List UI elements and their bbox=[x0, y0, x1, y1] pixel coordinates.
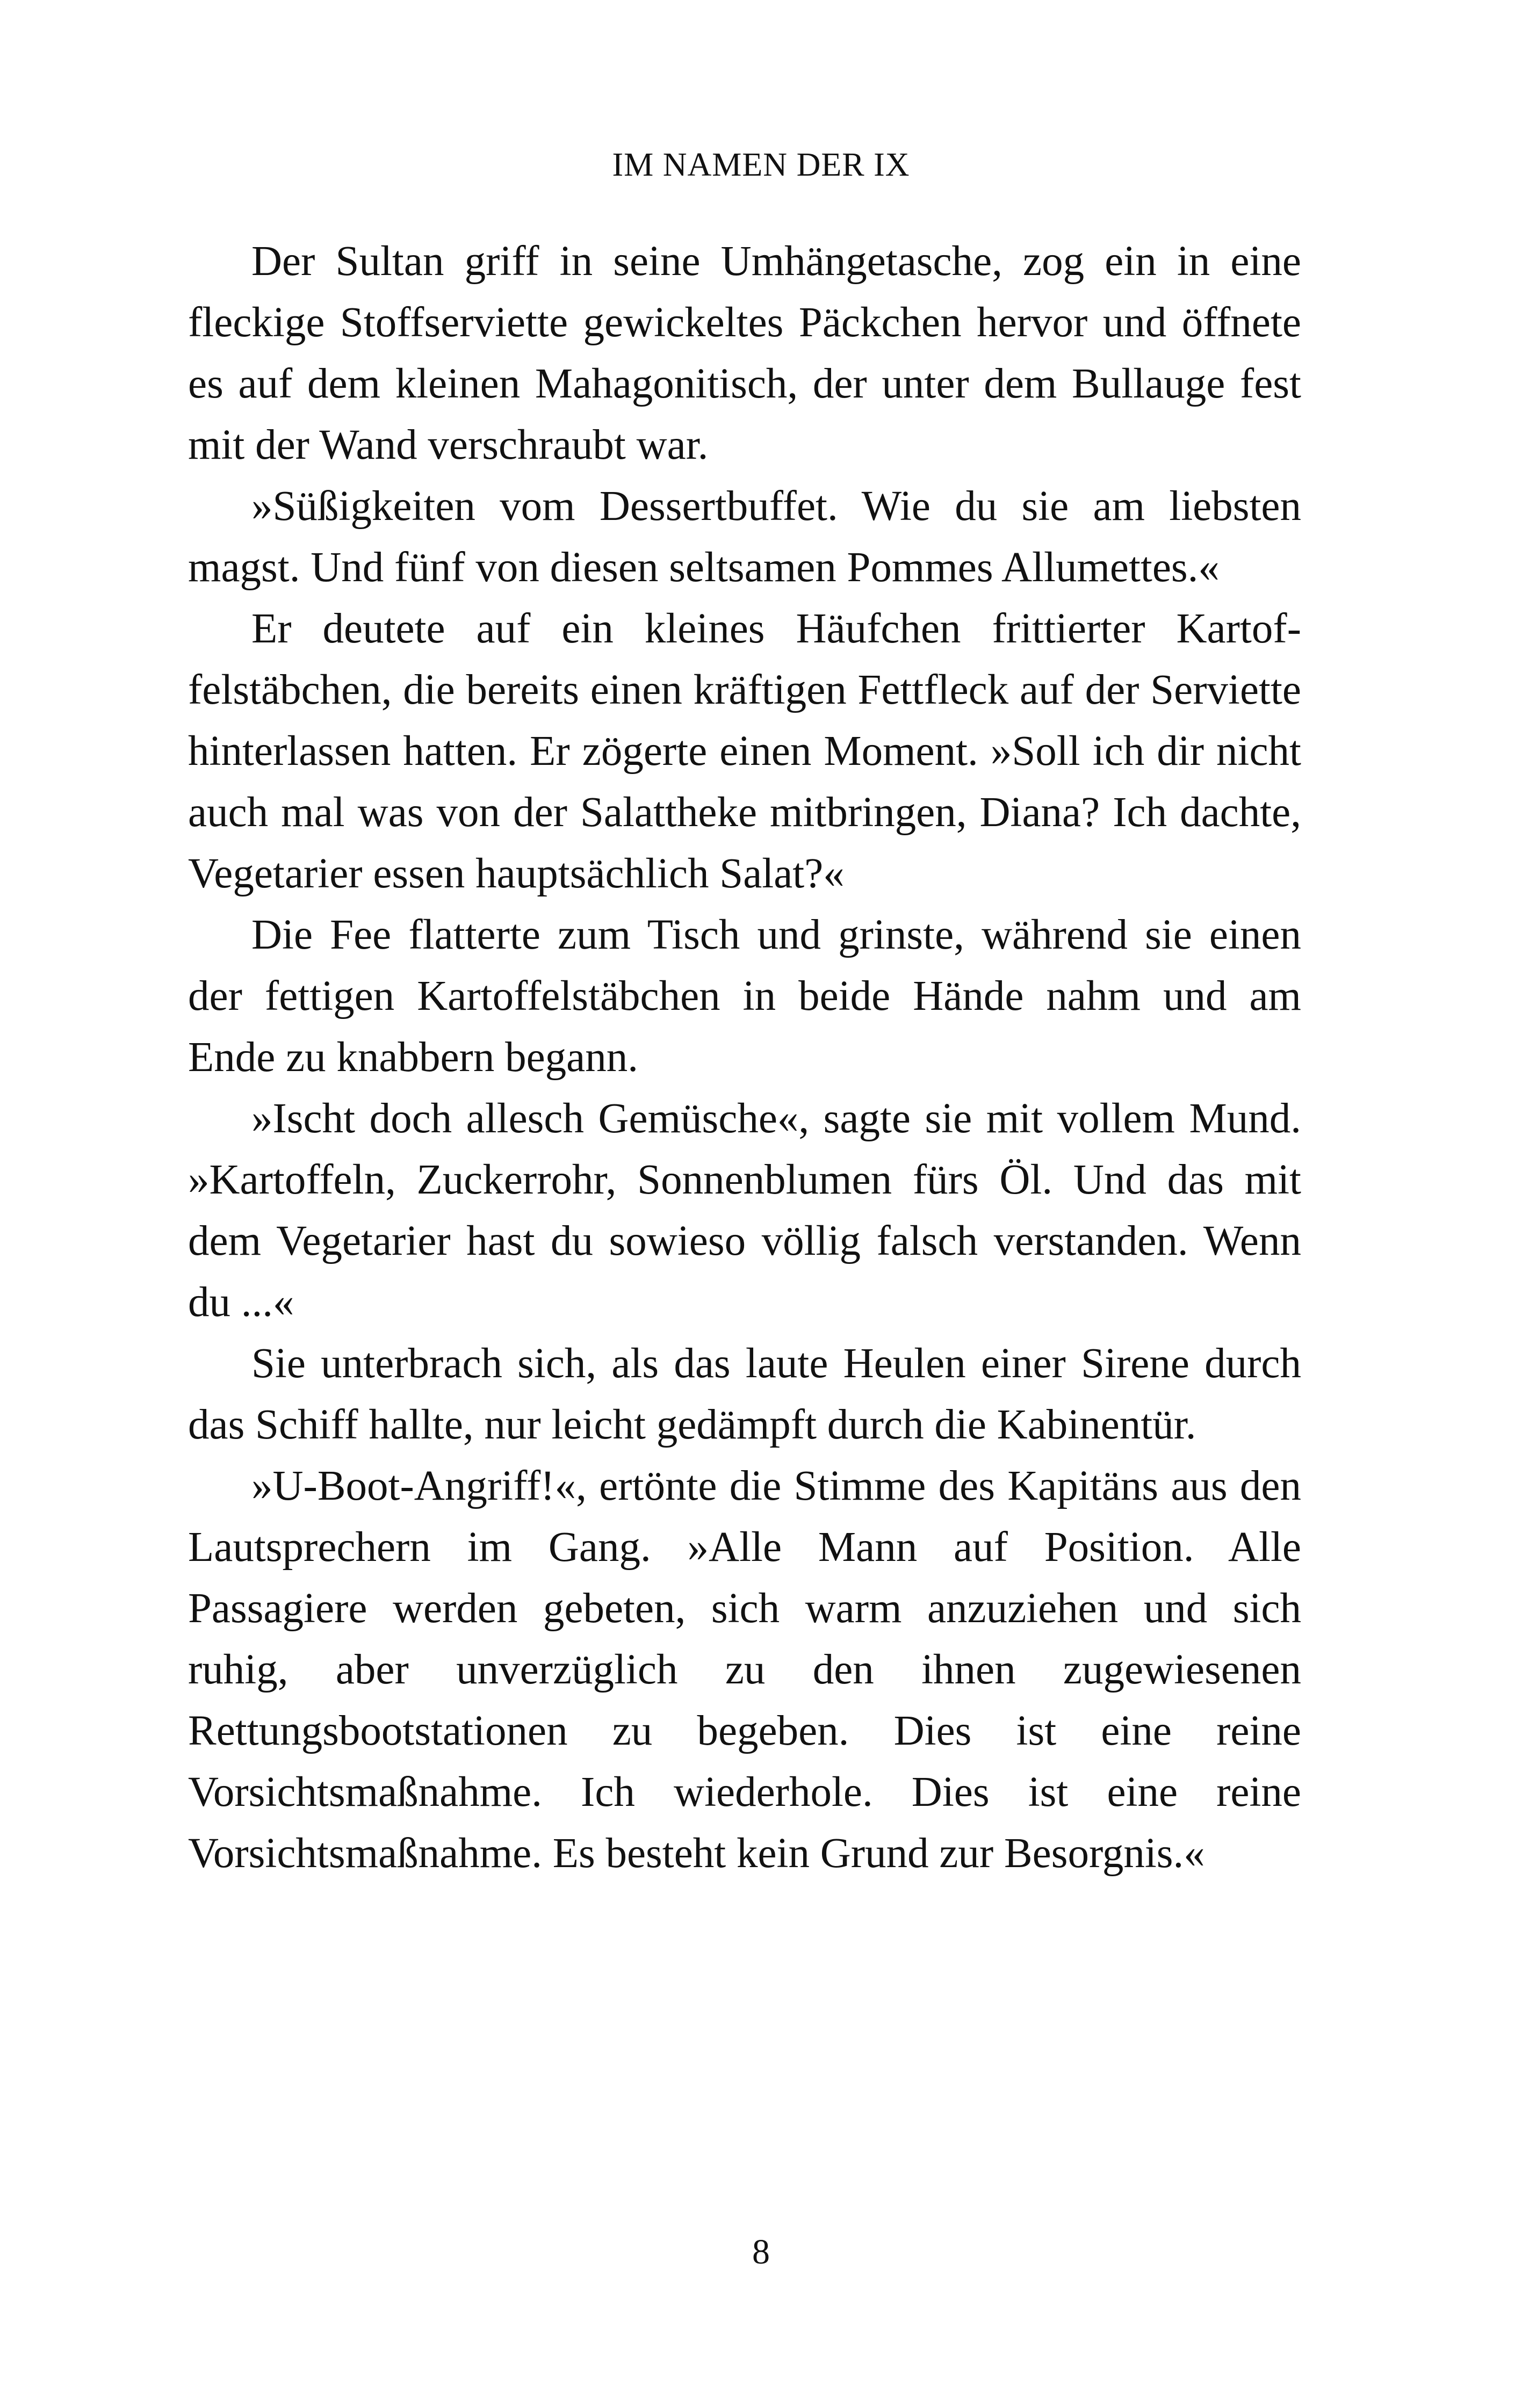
paragraph: Der Sultan griff in seine Umhängetasche, zog ein in eine fleckige Stoffserviette gewickeltes Päckchen hervor und öffnete es auf dem kleinen Mahagonitisch, der unter dem Bullauge fest mit der Wand verschraubt war. bbox=[188, 238, 1301, 468]
paragraph: »U-Boot-Angriff!«, ertönte die Stimme des Kapitäns aus den Lautsprechern im Gang. »Alle Mann auf Position. Alle Passagiere werden gebeten, sich warm anzuziehen und sich ruhig, aber unverzüglich zu den ihnen zugewiesenen Rettungsbootstationen zu begeben. Dies ist eine reine Vorsichtsmaßnahme. Ich wiederhole. Dies ist eine reine Vorsichtsmaßnahme. Es besteht kein Grund zur Besorgnis.« bbox=[188, 1463, 1301, 1877]
paragraph: »Ischt doch allesch Gemüsche«, sagte sie mit vollem Mund. »Kartoffeln, Zuckerrohr, Sonnenblumen fürs Öl. Und das mit dem Vegetarier hast du sowieso völlig falsch verstanden. Wenn du ...« bbox=[188, 1095, 1301, 1326]
paragraph: Er deutete auf ein kleines Häufchen frittierter Kartoffelstäbchen, die bereits einen kräftigen Fettfleck auf der Serviette hinterlassen hatten. Er zögerte einen Moment. »Soll ich dir nicht auch mal was von der Salattheke mitbringen, Diana? Ich dachte, Vegetarier essen hauptsächlich Salat?« bbox=[188, 605, 1301, 897]
paragraph: »Süßigkeiten vom Dessertbuffet. Wie du sie am liebsten magst. Und fünf von diesen seltsamen Pommes Allumettes.« bbox=[188, 483, 1301, 591]
body-text bbox=[188, 231, 1301, 1884]
paragraph: Sie unterbrach sich, als das laute Heulen einer Sirene durch das Schiff hallte, nur leicht gedämpft durch die Kabinentür. bbox=[188, 1340, 1301, 1448]
running-header: IM NAMEN DER IX bbox=[612, 147, 910, 183]
paragraph: Die Fee flatterte zum Tisch und grinste, während sie einen der fettigen Kartoffelstäbchen in beide Hände nahm und am Ende zu knabbern begann. bbox=[188, 912, 1301, 1081]
page-number: 8 bbox=[752, 2232, 770, 2272]
